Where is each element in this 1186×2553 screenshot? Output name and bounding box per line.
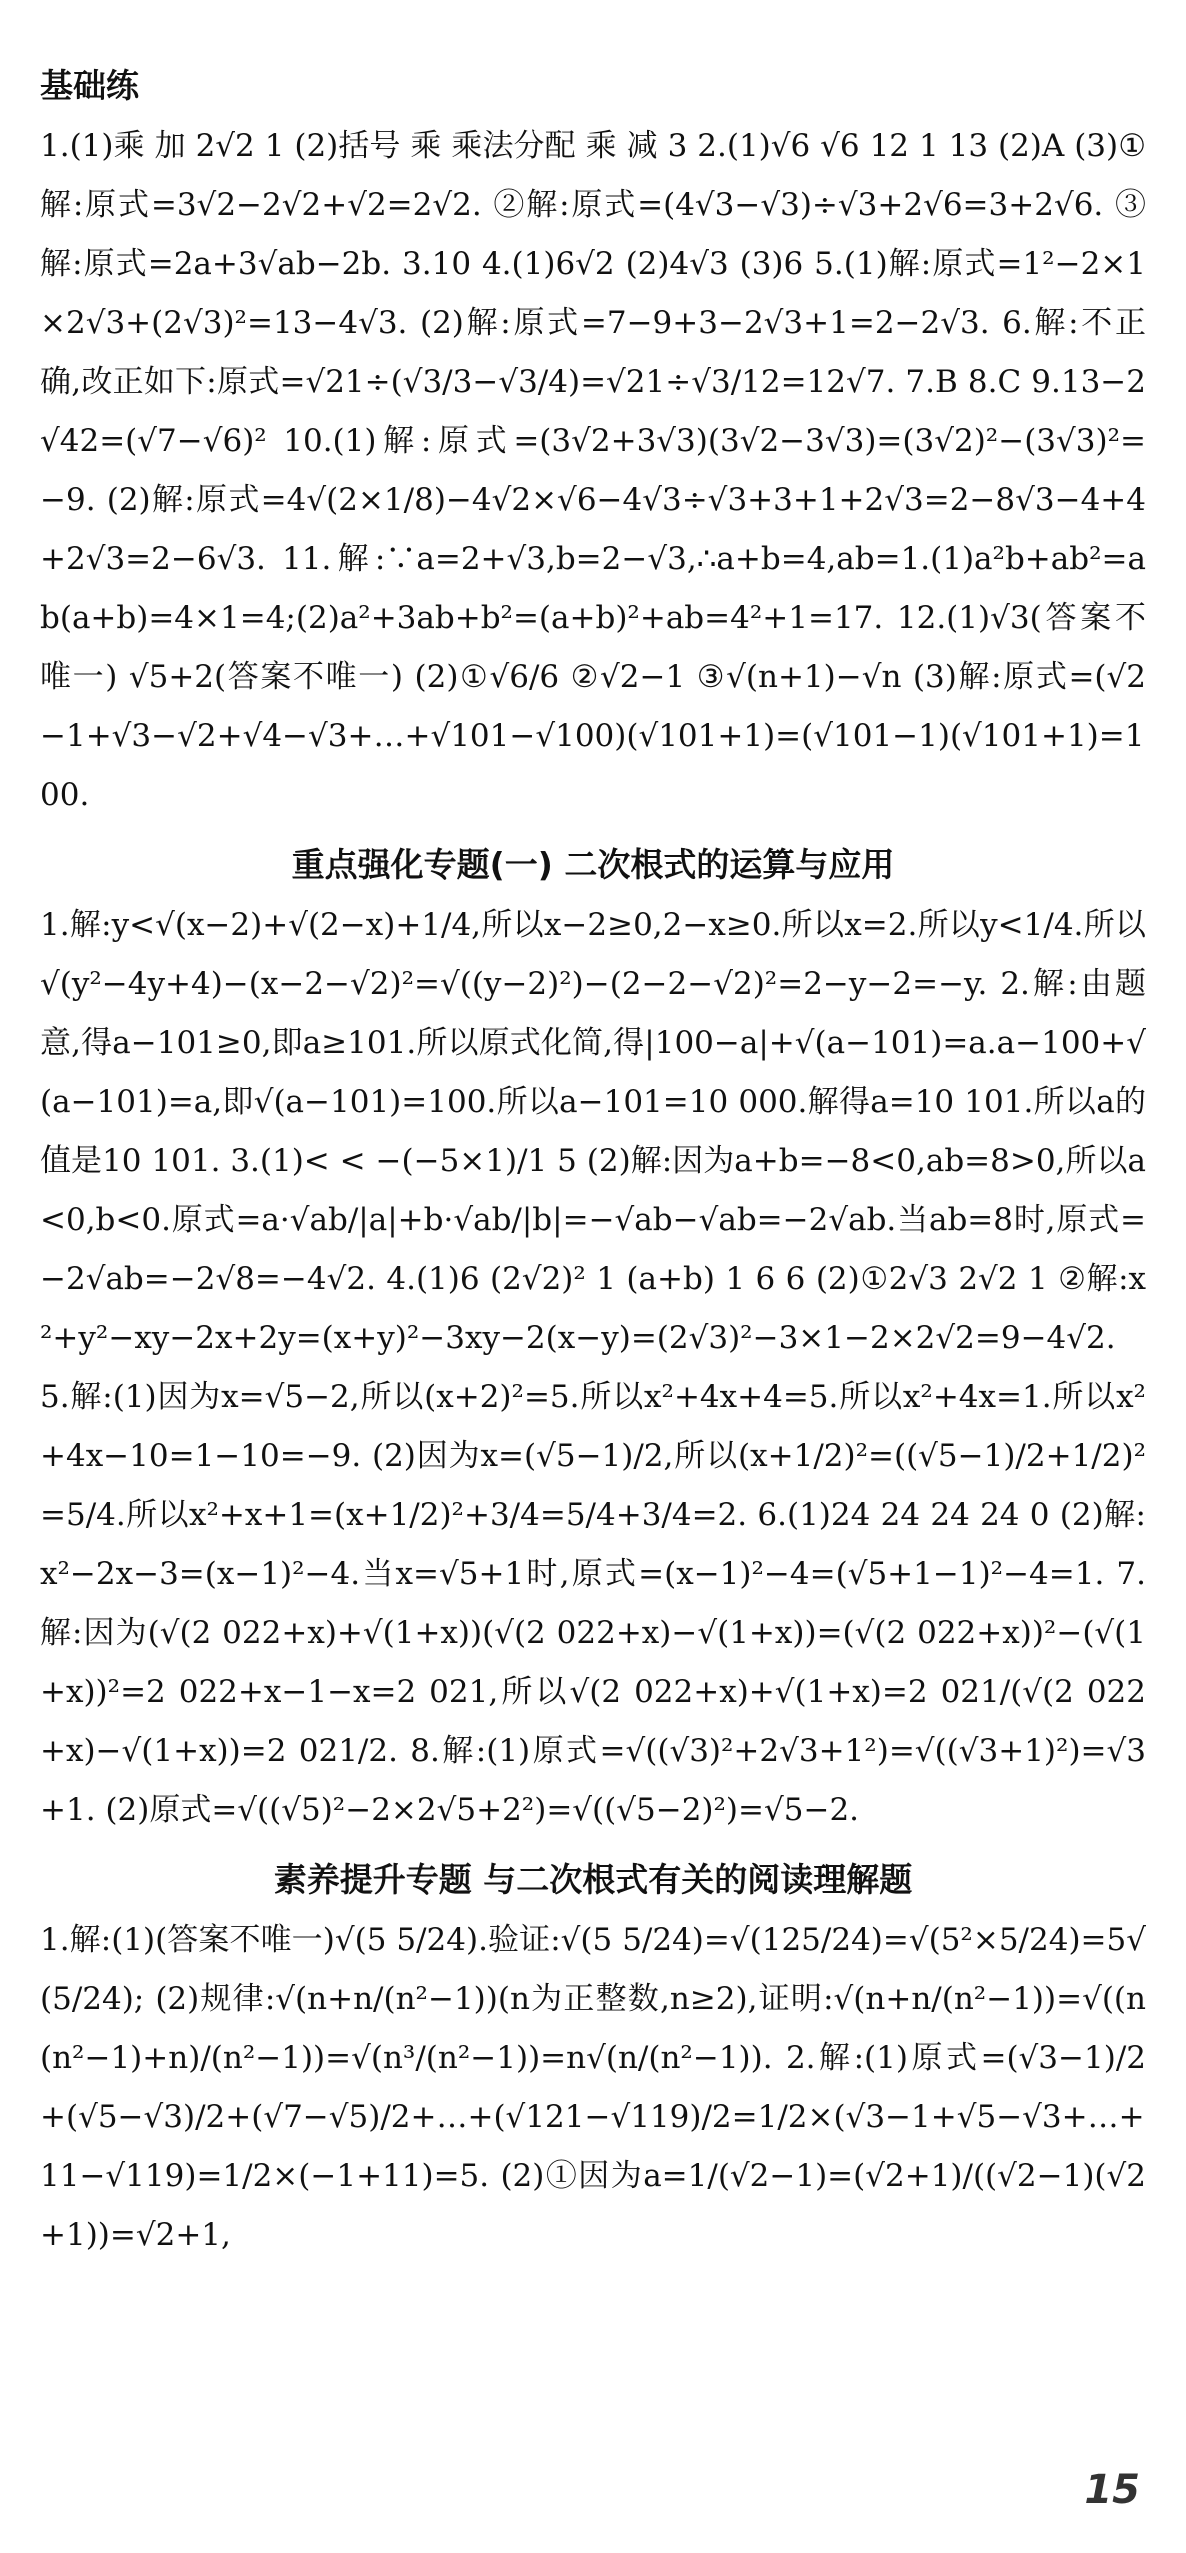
section-2-answers: 1.解:(1)(答案不唯一)√(5 5/24).验证:√(5 5/24)=√(125/24)=√(5²×5/24)=5√(5/24); (2)规律:√(n+n/(n²−1))(n为正整数,n≥2),证明:√(n+n/(n²−1))=√((n(n²−1)+n)/(n²−1))=√(n³/(n²−1))=n√(n/(n²−1)). 2.解:(1)原式=(√3−1)/2+(√5−√3)/2+(√7−√5)/2+…+(√121−√119)/2=1/2×(√3−1+√5−√3+…+11−√119)=1/2×(−1+11)=5. (2)①因为a=1/(√2−1)=(√2+1)/((√2−1)(√2+1))=√2+1, (40, 1922, 1146, 2253)
section-1-title: 重点强化专题(一) 二次根式的运算与应用 (291, 845, 895, 884)
basic-practice-heading: 基础练 (40, 66, 139, 105)
section-2-title: 素养提升专题 与二次根式有关的阅读理解题 (273, 1860, 913, 1899)
page-number: 15 (1084, 2467, 1140, 2513)
basic-practice-answers: 1.(1)乘 加 2√2 1 (2)括号 乘 乘法分配 乘 减 3 2.(1)√6 √6 12 1 13 (2)A (3)①解:原式=3√2−2√2+√2=2√2. ②解:原式=(4√3−√3)÷√3+2√6=3+2√6. ③解:原式=2a+3√ab−2b. 3.10 4.(1)6√2 (2)4√3 (3)6 5.(1)解:原式=1²−2×1×2√3+(2√3)²=13−4√3. (2)解:原式=7−9+3−2√3+1=2−2√3. 6.解:不正确,改正如下:原式=√21÷(√3/3−√3/4)=√21÷√3/12=12√7. 7.B 8.C 9.13−2√42=(√7−√6)² 10.(1)解:原式=(3√2+3√3)(3√2−3√3)=(3√2)²−(3√3)²=−9. (2)解:原式=4√(2×1/8)−4√2×√6−4√3÷√3+3+1+2√3=2−8√3−4+4+2√3=2−6√3. 11.解:∵a=2+√3,b=2−√3,∴a+b=4,ab=1.(1)a²b+ab²=ab(a+b)=4×1=4;(2)a²+3ab+b²=(a+b)²+ab=4²+1=17. 12.(1)√3(答案不唯一) √5+2(答案不唯一) (2)①√6/6 ②√2−1 ③√(n+1)−√n (3)解:原式=(√2−1+√3−√2+√4−√3+…+√101−√100)(√101+1)=(√101−1)(√101+1)=100. (40, 128, 1146, 813)
section-1-answers: 1.解:y<√(x−2)+√(2−x)+1/4,所以x−2≥0,2−x≥0.所以x=2.所以y<1/4.所以√(y²−4y+4)−(x−2−√2)²=√((y−2)²)−(2−2−√2)²=2−y−2=−y. 2.解:由题意,得a−101≥0,即a≥101.所以原式化简,得|100−a|+√(a−101)=a.a−100+√(a−101)=a,即√(a−101)=100.所以a−101=10 000.解得a=10 101.所以a的值是10 101. 3.(1)< < −(−5×1)/1 5 (2)解:因为a+b=−8<0,ab=8>0,所以a<0,b<0.原式=a·√ab/|a|+b·√ab/|b|=−√ab−√ab=−2√ab.当ab=8时,原式=−2√ab=−2√8=−4√2. 4.(1)6 (2√2)² 1 (a+b) 1 6 6 (2)①2√3 2√2 1 ②解:x²+y²−xy−2x+2y=(x+y)²−3xy−2(x−y)=(2√3)²−3×1−2×2√2=9−4√2. 5.解:(1)因为x=√5−2,所以(x+2)²=5.所以x²+4x+4=5.所以x²+4x=1.所以x²+4x−10=1−10=−9. (2)因为x=(√5−1)/2,所以(x+1/2)²=((√5−1)/2+1/2)²=5/4.所以x²+x+1=(x+1/2)²+3/4=5/4+3/4=2. 6.(1)24 24 24 24 0 (2)解:x²−2x−3=(x−1)²−4.当x=√5+1时,原式=(x−1)²−4=(√5+1−1)²−4=1. 7.解:因为(√(2 022+x)+√(1+x))(√(2 022+x)−√(1+x))=(√(2 022+x))²−(√(1+x))²=2 022+x−1−x=2 021,所以√(2 022+x)+√(1+x)=2 021/(√(2 022+x)−√(1+x))=2 021/2. 8.解:(1)原式=√((√3)²+2√3+1²)=√((√3+1)²)=√3+1. (2)原式=√((√5)²−2×2√5+2²)=√((√5−2)²)=√5−2. (40, 907, 1146, 1828)
